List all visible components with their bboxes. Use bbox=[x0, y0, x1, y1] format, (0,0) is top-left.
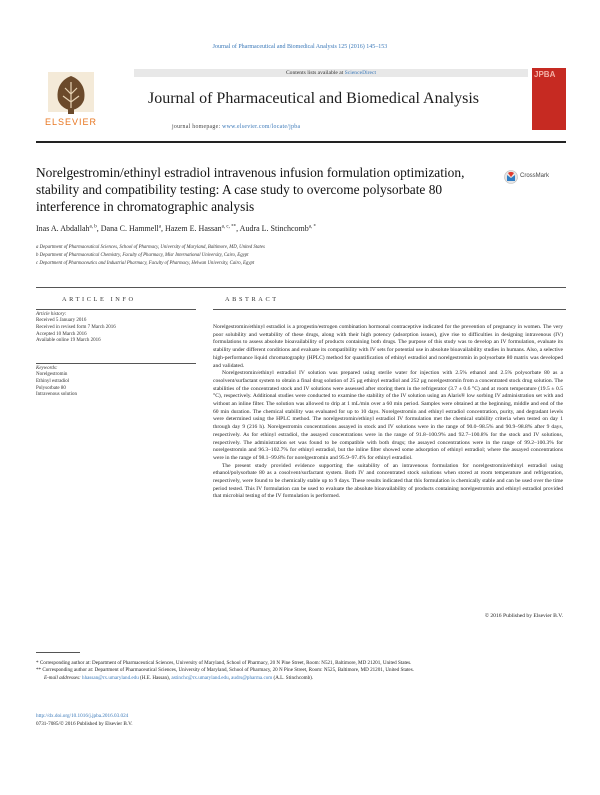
affiliation: b Department of Pharmaceutical Chemistry, Faculty of Pharmacy, Misr International University, Cairo, Egypt bbox=[36, 253, 249, 258]
journal-citation: Journal of Pharmaceutical and Biomedical Analysis 125 (2016) 145–153 bbox=[212, 44, 388, 50]
crossmark-badge[interactable] bbox=[504, 170, 564, 184]
doi-link[interactable]: http://dx.doi.org/10.1016/j.jpba.2016.03.024 bbox=[36, 713, 129, 719]
journal-homepage bbox=[172, 124, 300, 130]
author-name[interactable]: Inas A. Abdallah bbox=[36, 224, 90, 233]
journal-header bbox=[36, 66, 566, 136]
keyword: Intravenous solution bbox=[36, 392, 77, 398]
footnotes bbox=[36, 660, 566, 682]
email-link[interactable]: hhassan@rx.umaryland.edu bbox=[82, 674, 139, 681]
elsevier-logo bbox=[38, 70, 104, 130]
sciencedirect-link[interactable]: ScienceDirect bbox=[344, 70, 377, 76]
author-list: Inas A. Abdallah$^{a, b}$, Dana C. Hammell$^a$, Hazem E. Hassan$^{a, c, **}$, Audra L. Stinchcomb$^{a, *}$ bbox=[36, 224, 317, 233]
author-name[interactable]: Dana C. Hammell bbox=[100, 224, 159, 233]
abstract-heading: ABSTRACT bbox=[225, 296, 279, 303]
email-label: E-mail addresses: bbox=[44, 674, 83, 681]
email-link[interactable]: astinchc@rx.umaryland.edu bbox=[171, 674, 229, 681]
elsevier-wordmark: ELSEVIER bbox=[44, 117, 98, 127]
journal-title: Journal of Pharmaceutical and Biomedical Analysis bbox=[148, 90, 480, 107]
footnote-rule bbox=[36, 652, 80, 653]
affiliations-rule bbox=[36, 287, 566, 288]
affiliation: c Department of Pharmaceutics and Industrial Pharmacy, Faculty of Pharmacy, Helwan University, Cairo, Egypt bbox=[36, 261, 255, 266]
author-sup: a, * bbox=[308, 224, 317, 230]
history-item: Received in revised form 7 March 2016 bbox=[36, 325, 116, 330]
history-item: Accepted 10 March 2016 bbox=[36, 331, 87, 337]
article-title: Norelgestromin/ethinyl estradiol intravenous infusion formulation optimization, stability and compatibility testing: A case study to overcome polysorbate 80 interference in chromatographic analysis bbox=[36, 165, 465, 214]
abstract-paragraph: The present study provided evidence supporting the suitability of an intravenous formulation for norelgestromin/ethinyl estradiol using ethanol/polysorbate 80 as a cosolvent/surfactant system. Both IV and concentrated stock solutions when stored at room temperature and refrigeration, respectively, were found to be chemically stable up to 9 days. These results indicated that this formulation is chemically stable and can be used over the time period tested. This IV formulation can be used to evaluate the absolute bioavailability of products containing norelgestromin and ethinyl estradiol provided that microbial testing of the IV formulation is performed. bbox=[213, 462, 563, 500]
issn-copyright: 0731-7085/© 2016 Published by Elsevier B.V. bbox=[36, 721, 133, 727]
author-name[interactable]: Audra L. Stinchcomb bbox=[239, 224, 309, 233]
keywords-rule bbox=[36, 363, 196, 364]
homepage-link[interactable]: www.elsevier.com/locate/jpba bbox=[222, 124, 301, 130]
contents-line bbox=[134, 69, 528, 77]
article-info-heading: ARTICLE INFO bbox=[62, 296, 136, 303]
author-sup: a, c, ** bbox=[221, 224, 237, 230]
keyword: Polysorbate 80 bbox=[36, 385, 66, 391]
keyword: Norelgestromin bbox=[36, 372, 68, 378]
keyword: Ethinyl estradiol bbox=[36, 379, 70, 384]
copyright: © 2016 Published by Elsevier B.V. bbox=[484, 613, 563, 619]
keywords bbox=[36, 366, 196, 399]
abstract-body bbox=[213, 324, 563, 501]
email-owner: (A.L. Stinchcomb). bbox=[272, 674, 314, 681]
email-link[interactable]: audrs@pharma.com bbox=[231, 674, 273, 681]
journal-cover-image bbox=[532, 68, 566, 130]
author-name[interactable]: Hazem E. Hassan bbox=[165, 224, 222, 233]
footnote-emails bbox=[36, 675, 566, 682]
article-history bbox=[36, 312, 196, 345]
keywords-label: Keywords: bbox=[36, 366, 58, 371]
cover-label: JPBA bbox=[534, 70, 556, 79]
author-sup: a, b bbox=[89, 224, 97, 230]
history-label: Article history: bbox=[36, 312, 67, 317]
history-item: Available online 19 March 2016 bbox=[36, 338, 101, 344]
abstract-rule bbox=[213, 309, 566, 310]
header-rule bbox=[36, 141, 566, 143]
author-sup: a bbox=[158, 224, 161, 230]
crossmark-icon bbox=[504, 170, 518, 184]
abstract-paragraph: Norelgestromin/ethinyl estradiol IV solution was prepared using sterile water for injection with 2.5% ethanol and 2.5% polysorbate 80 as a cosolvent/surfactant system to obtain a final drug solution of 25 µg ethinyl estradiol and 252 µg norelgestromin from a concentrated stock drug solution. The stabilities of the concentrated stock and IV solutions were assessed after storing them in the refrigerator (3.7 ± 0.6 °C) and at room temperature (19.5 ± 0.5 °C), respectively. Additional studies were conducted to examine the stability of the IV solution using an Alaris® low sorbing IV administration set with and without an inline filter. The solution was allowed to drip at 1 mL/min over a 60 min period. Samples were obtained at the beginning, middle and end of the 60 min duration. The chemical stability was evaluated for up to 10 days. Norelgestromin and ethinyl estradiol concentration, purity, and degradant levels were determined using the HPLC method. The norelgestromin/ethinyl estradiol IV formulation met the chemical stability criteria when tested on day 1 through day 9 (216 h). Norelgestromin concentrations assayed in stock and IV solutions were in the range of 90.0–98.5% and 90.9–98.8% after 9 days, respectively. As for ethinyl estradiol, the assayed concentrations were in the range of 91.8–100.9% and 92.7–100.8% for the stock and IV solutions, respectively. The administration set was found to be compatible with both drugs; the assayed concentrations were in the range of 99.2–100.3% for norelgestromin and 96.3–102.7% for ethinyl estradiol, but the inline filter showed some adsorption of ethinyl estradiol; where the assayed concentrations were in the range of 98.1–99.8% for norelgestromin and 95.9–97.4% for ethinyl estradiol. bbox=[213, 370, 563, 461]
info-rule bbox=[36, 309, 196, 310]
history-item: Received 5 January 2016 bbox=[36, 318, 87, 324]
abstract-paragraph: Norelgestromin/ethinyl estradiol is a progestin/estrogen combination hormonal contraceptive indicated for the prevention of pregnancy in women. The very poor solubility and wettability of these drugs, along with their high potency (adsorption issues), give rise to difficulties in designing intravenous (IV) formulations to assess absolute bioavailability of products containing both drugs. The purpose of this study was to develop an IV formulation, evaluate its stability under different conditions and evaluate its compatibility with IV sets for potential use in absolute bioavailability studies in humans. Also, a selective high-performance liquid chromatography (HPLC) method for quantification of ethinyl estradiol and norelgestromin in polysorbate 80 matrix was developed and validated. bbox=[213, 324, 563, 369]
contents-prefix: Contents lists available at bbox=[285, 70, 345, 76]
crossmark-label: CrossMark bbox=[520, 173, 550, 179]
affiliation: a Department of Pharmaceutical Sciences, School of Pharmacy, University of Maryland, Baltimore, MD, United States bbox=[36, 245, 265, 250]
homepage-label: journal homepage: bbox=[172, 124, 223, 130]
email-owner: (H.E. Hassan), bbox=[138, 674, 172, 681]
footnote-corresponding-2: ** Corresponding author at: Department of Pharmaceutical Sciences, University of Maryland, School of Pharmacy, 20 N Pine Street, Room: N525, Baltimore, MD 21201, United States. bbox=[36, 667, 414, 674]
email-separator: , bbox=[228, 674, 232, 681]
footnote-corresponding-1: * Corresponding author at: Department of Pharmaceutical Sciences, University of Maryland, School of Pharmacy, 20 N Pine Street, Room: N521, Baltimore, MD 21201, United States. bbox=[36, 660, 412, 666]
